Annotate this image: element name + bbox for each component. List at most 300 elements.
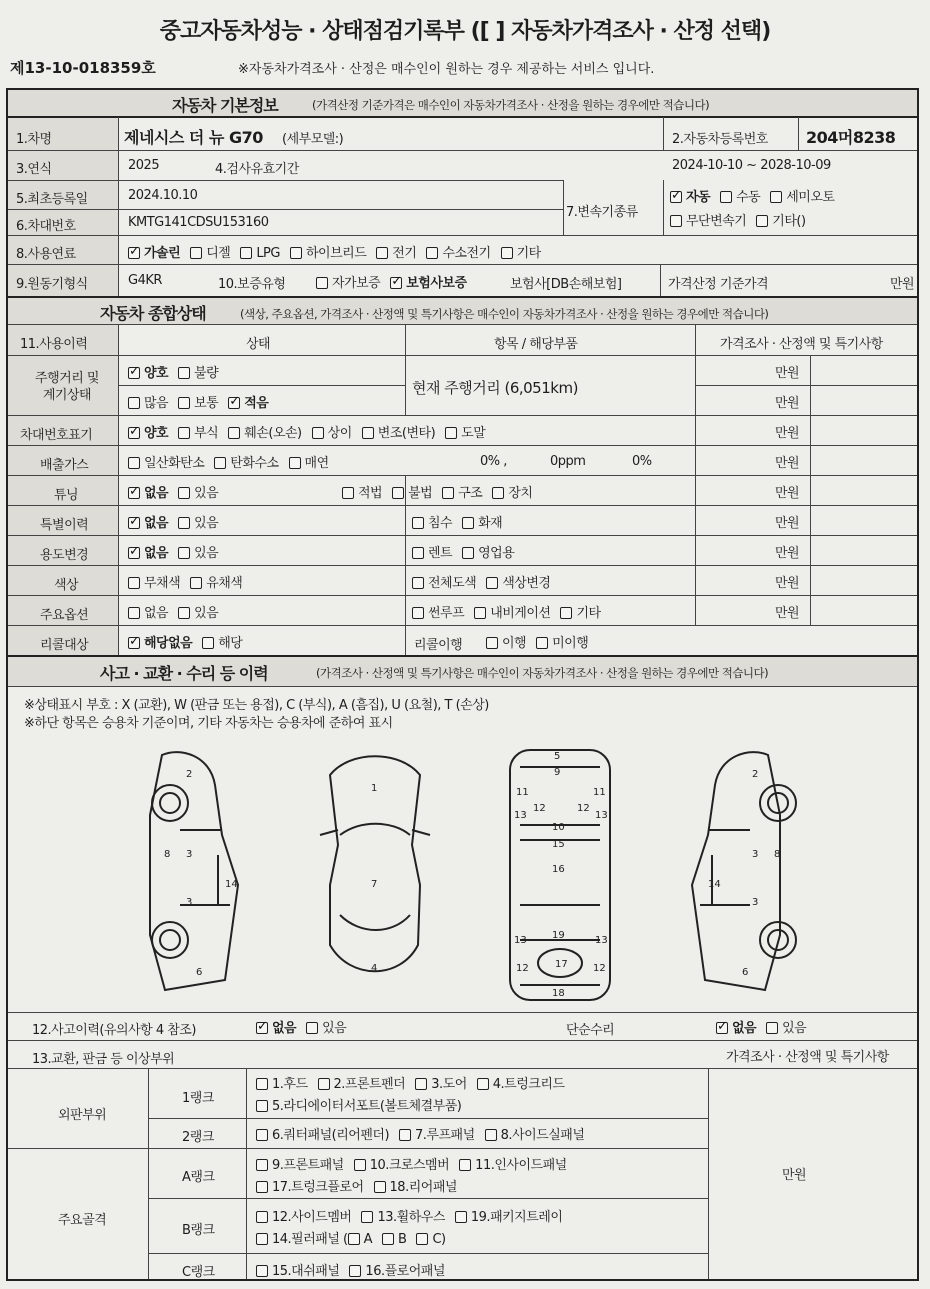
checkbox-label: 기타() [772, 214, 806, 229]
empty-box-icon[interactable] [178, 427, 190, 439]
price-col-header: 가격조사 · 산정액 및 특기사항 [720, 337, 883, 352]
inspection-period: 2024-10-10 ~ 2028-10-09 [672, 158, 831, 173]
checkbox-option[interactable] [766, 1021, 806, 1036]
empty-box-icon[interactable] [342, 487, 354, 499]
checkbox-label: 미이행 [552, 636, 589, 651]
empty-box-icon[interactable] [462, 517, 474, 529]
checkbox-label: 있음 [782, 1021, 807, 1036]
empty-box-icon[interactable] [306, 1022, 318, 1034]
part-number: 11 [516, 787, 529, 798]
checkbox-option[interactable] [492, 486, 532, 501]
reg-no-label: 2.자동차등록번호 [672, 132, 768, 147]
checkbox-label: 전체도색 [428, 576, 477, 591]
checkbox-option[interactable] [770, 190, 834, 205]
empty-box-icon[interactable] [178, 487, 190, 499]
checkbox-label: 11.인사이드패널 [475, 1158, 567, 1173]
checkbox-option[interactable] [354, 1158, 449, 1173]
current-mileage: 현재 주행거리 (6,051km) [412, 379, 578, 397]
checkbox-option[interactable] [462, 516, 502, 531]
checkbox-option[interactable] [178, 366, 218, 381]
part-number: 13 [595, 935, 608, 946]
damaged-parts-label: 13.교환, 판금 등 이상부위 [32, 1052, 175, 1067]
checkbox-option[interactable] [214, 456, 278, 471]
part-number: 17 [555, 959, 568, 970]
car-name-label: 1.차명 [16, 132, 52, 147]
checkbox-option[interactable] [390, 276, 466, 291]
empty-box-icon[interactable] [256, 1129, 268, 1141]
empty-box-icon[interactable] [178, 547, 190, 559]
empty-box-icon[interactable] [289, 457, 301, 469]
part-number: 9 [554, 767, 561, 778]
empty-box-icon[interactable] [486, 577, 498, 589]
checkbox-option[interactable] [474, 606, 550, 621]
checkbox-option[interactable] [256, 1210, 351, 1225]
checkbox-label: 가솔린 [144, 246, 181, 261]
empty-box-icon[interactable] [318, 1078, 330, 1090]
empty-box-icon[interactable] [256, 1100, 268, 1112]
checkbox-option[interactable] [412, 516, 452, 531]
checkbox-label: 없음 [144, 606, 169, 621]
checkbox-label: 적음 [244, 396, 269, 411]
checkbox-label: 없음 [144, 546, 169, 561]
empty-box-icon[interactable] [492, 487, 504, 499]
empty-box-icon[interactable] [412, 577, 424, 589]
rank2-label: 2랭크 [182, 1130, 214, 1145]
empty-box-icon[interactable] [412, 547, 424, 559]
checkbox-option[interactable] [178, 426, 218, 441]
special-history-options [128, 512, 228, 531]
checked-box-icon[interactable] [716, 1022, 728, 1034]
checked-box-icon[interactable] [256, 1022, 268, 1034]
empty-box-icon[interactable] [560, 607, 572, 619]
usage-col-header: 11.사용이력 [20, 337, 88, 352]
empty-box-icon[interactable] [766, 1022, 778, 1034]
status-section-title: 자동차 종합상태 [100, 304, 206, 323]
checkbox-label: 많음 [144, 396, 169, 411]
checkbox-label: 썬루프 [428, 606, 465, 621]
checked-box-icon[interactable] [128, 427, 140, 439]
empty-box-icon[interactable] [256, 1159, 268, 1171]
checkbox-label: 없음 [732, 1021, 757, 1036]
checkbox-option[interactable] [477, 1077, 565, 1092]
checkbox-option[interactable] [348, 1232, 372, 1247]
checkbox-option[interactable] [228, 396, 268, 411]
checkbox-label: 7.루프패널 [415, 1128, 475, 1143]
checkbox-option[interactable] [202, 636, 242, 651]
recall-done-options [486, 632, 598, 651]
color-row-label: 색상 [54, 578, 79, 593]
checkbox-option[interactable] [256, 1021, 296, 1036]
checkbox-option[interactable] [128, 516, 168, 531]
checkbox-option[interactable] [128, 486, 168, 501]
year-value: 2025 [128, 158, 160, 173]
rank1-parts-row2 [256, 1095, 471, 1114]
tuning-row-label: 튜닝 [54, 488, 79, 503]
empty-box-icon[interactable] [426, 247, 438, 259]
checkbox-option[interactable] [290, 246, 366, 261]
emission-row-label: 배출가스 [40, 458, 89, 473]
price-base-unit: 만원 [890, 277, 915, 292]
checked-box-icon[interactable] [670, 191, 682, 203]
checkbox-label: 상이 [327, 426, 352, 441]
warranty-options [316, 272, 477, 291]
empty-box-icon[interactable] [445, 427, 457, 439]
checkbox-label: 있음 [194, 546, 219, 561]
checkbox-option[interactable] [256, 1264, 339, 1279]
checkbox-option[interactable] [128, 606, 168, 621]
part-number: 15 [552, 839, 565, 850]
odometer-state-options [128, 362, 228, 381]
empty-box-icon[interactable] [128, 577, 140, 589]
checkbox-option[interactable] [416, 1232, 445, 1247]
empty-box-icon[interactable] [202, 637, 214, 649]
checkbox-option[interactable] [486, 636, 526, 651]
first-reg-label: 5.최초등록일 [16, 192, 88, 207]
checkbox-option[interactable] [376, 246, 416, 261]
part-number: 5 [554, 751, 561, 762]
part-number: 14 [708, 879, 721, 890]
checkbox-option[interactable] [382, 1232, 406, 1247]
part-number: 2 [752, 769, 759, 780]
empty-box-icon[interactable] [486, 637, 498, 649]
checkbox-label: 하이브리드 [305, 246, 367, 261]
part-number: 13 [514, 810, 527, 821]
empty-box-icon[interactable] [416, 1233, 428, 1245]
vin-label: 6.차대번호 [16, 219, 76, 234]
checkbox-option[interactable] [128, 396, 168, 411]
rankC-parts [256, 1260, 455, 1279]
empty-box-icon[interactable] [228, 427, 240, 439]
empty-box-icon[interactable] [412, 517, 424, 529]
status-section-note: (색상, 주요옵션, 가격조사 · 산정액 및 특기사항은 매수인이 자동차가격조사 · 산정을 원하는 경우에만 적습니다) [240, 307, 769, 321]
vin-mark-options [128, 422, 495, 441]
main-option-items [412, 602, 611, 621]
part-number: 13 [595, 810, 608, 821]
basic-section-note: (가격산정 기준가격은 매수인이 자동차가격조사 · 산정을 원하는 경우에만 적습니다) [312, 98, 710, 112]
checkbox-option[interactable] [412, 546, 452, 561]
part-number: 6 [196, 967, 203, 978]
emission-options [128, 452, 339, 471]
special-history-row-label: 특별이력 [40, 518, 89, 533]
checkbox-option[interactable] [128, 576, 180, 591]
rankB-label: B랭크 [182, 1223, 215, 1238]
checkbox-option[interactable] [501, 246, 541, 261]
price-unit: 만원 [775, 516, 800, 531]
checkbox-option[interactable] [316, 276, 380, 291]
inspection-label: 4.검사유효기간 [215, 162, 299, 177]
checkbox-label: 8.사이드실패널 [500, 1128, 585, 1143]
checkbox-label: 3.도어 [431, 1077, 467, 1092]
symbol-legend: ※상태표시 부호 : X (교환), W (판금 또는 용접), C (부식), A (흠집), U (요철), T (손상) [24, 698, 489, 713]
checkbox-option[interactable] [462, 546, 514, 561]
price-unit: 만원 [775, 546, 800, 561]
checkbox-option[interactable] [716, 1021, 756, 1036]
checked-box-icon[interactable] [128, 367, 140, 379]
use-change-row-label: 용도변경 [40, 548, 89, 563]
pillar-options [348, 1232, 456, 1247]
empty-box-icon[interactable] [316, 277, 328, 289]
empty-box-icon[interactable] [128, 397, 140, 409]
empty-box-icon[interactable] [442, 487, 454, 499]
empty-box-icon[interactable] [412, 607, 424, 619]
checked-box-icon[interactable] [128, 487, 140, 499]
accident-section-title: 사고 · 교환 · 수리 등 이력 [100, 664, 268, 683]
checkbox-label: 매연 [304, 456, 329, 471]
price-unit: 만원 [775, 426, 800, 441]
checkbox-option[interactable] [228, 426, 301, 441]
checkbox-option[interactable] [128, 546, 168, 561]
checkbox-option[interactable] [374, 1180, 457, 1195]
checkbox-option[interactable] [349, 1264, 444, 1279]
empty-box-icon[interactable] [290, 247, 302, 259]
checked-box-icon[interactable] [128, 517, 140, 529]
checkbox-label: 10.크로스멤버 [369, 1158, 450, 1173]
transmission-options-row2 [670, 210, 816, 229]
checkbox-label: 무단변속기 [686, 214, 747, 229]
checked-box-icon[interactable] [128, 547, 140, 559]
checkbox-option[interactable] [178, 396, 218, 411]
empty-box-icon[interactable] [756, 215, 768, 227]
checkbox-option[interactable] [289, 456, 329, 471]
checkbox-option[interactable] [392, 486, 432, 501]
checkbox-label: 내비게이션 [490, 606, 551, 621]
checkbox-label: 해당 [218, 636, 243, 651]
checkbox-option[interactable] [306, 1021, 346, 1036]
checkbox-option[interactable] [190, 246, 230, 261]
checked-box-icon[interactable] [128, 637, 140, 649]
checkbox-option[interactable] [318, 1077, 406, 1092]
empty-box-icon[interactable] [770, 191, 782, 203]
checkbox-option[interactable] [240, 246, 280, 261]
checkbox-option[interactable] [312, 426, 352, 441]
price-base-label: 가격산정 기준가격 [668, 277, 769, 292]
empty-box-icon[interactable] [312, 427, 324, 439]
state-col-header: 상태 [246, 337, 271, 352]
checkbox-option[interactable] [442, 486, 482, 501]
checkbox-option[interactable] [128, 426, 168, 441]
empty-box-icon[interactable] [459, 1159, 471, 1171]
empty-box-icon[interactable] [477, 1078, 489, 1090]
checkbox-label: 기타 [516, 246, 541, 261]
car-detail-model: (세부모델:) [282, 132, 344, 147]
checkbox-label: LPG [256, 246, 280, 261]
empty-box-icon[interactable] [670, 215, 682, 227]
part-number: 3 [186, 897, 193, 908]
checkbox-option[interactable] [415, 1077, 467, 1092]
checkbox-option[interactable] [536, 636, 588, 651]
checkbox-option[interactable] [190, 576, 242, 591]
checkbox-option[interactable] [128, 636, 192, 651]
empty-box-icon[interactable] [178, 397, 190, 409]
empty-box-icon[interactable] [256, 1078, 268, 1090]
empty-box-icon[interactable] [392, 487, 404, 499]
checkbox-label: 이행 [502, 636, 527, 651]
empty-box-icon[interactable] [190, 247, 202, 259]
checkbox-label: 불법 [408, 486, 433, 501]
empty-box-icon[interactable] [178, 517, 190, 529]
checkbox-option[interactable] [455, 1210, 563, 1225]
checkbox-label: 세미오토 [786, 190, 835, 205]
checkbox-label: 훼손(오손) [244, 426, 302, 441]
checkbox-option[interactable] [412, 606, 464, 621]
checkbox-label: 19.패키지트레이 [470, 1210, 563, 1225]
checkbox-option[interactable] [256, 1158, 344, 1173]
checkbox-option[interactable] [178, 486, 218, 501]
service-notice: ※자동차가격조사 · 산정은 매수인이 원하는 경우 제공하는 서비스 입니다. [238, 62, 655, 77]
checkbox-option[interactable] [670, 214, 746, 229]
checkbox-label: 수소전기 [442, 246, 491, 261]
empty-box-icon[interactable] [536, 637, 548, 649]
part-number: 3 [186, 849, 193, 860]
checkbox-option[interactable] [399, 1128, 475, 1143]
checkbox-label: 장치 [508, 486, 533, 501]
empty-box-icon[interactable] [362, 427, 374, 439]
checkbox-label: 보통 [194, 396, 219, 411]
checkbox-label: 양호 [144, 366, 169, 381]
checkbox-option[interactable] [362, 426, 435, 441]
warranty-label: 10.보증유형 [218, 277, 286, 292]
checkbox-label: 탄화수소 [230, 456, 279, 471]
rankB-parts-row1 [256, 1206, 572, 1225]
transmission-label: 7.변속기종류 [566, 205, 638, 220]
checkbox-option[interactable] [128, 366, 168, 381]
part-number: 1 [371, 783, 378, 794]
empty-box-icon[interactable] [474, 607, 486, 619]
empty-box-icon[interactable] [190, 577, 202, 589]
part-number: 3 [752, 897, 759, 908]
recall-done-label: 리콜이행 [414, 638, 463, 653]
transmission-options-row1 [670, 186, 844, 205]
checkbox-label: 15.대쉬패널 [272, 1264, 340, 1279]
checkbox-option[interactable] [178, 516, 218, 531]
checkbox-option[interactable] [256, 1180, 364, 1195]
checkbox-option[interactable] [459, 1158, 567, 1173]
accident-history-options [256, 1017, 356, 1036]
use-change-options [128, 542, 228, 561]
checkbox-option[interactable] [128, 456, 204, 471]
empty-box-icon[interactable] [256, 1181, 268, 1193]
checkbox-option[interactable] [560, 606, 600, 621]
part-number: 8 [164, 849, 171, 860]
checkbox-option[interactable] [756, 214, 805, 229]
checkbox-label: 보험사보증 [406, 276, 467, 291]
empty-box-icon[interactable] [374, 1181, 386, 1193]
accident-price-header: 가격조사 · 산정액 및 특기사항 [726, 1050, 889, 1065]
empty-box-icon[interactable] [128, 607, 140, 619]
checkbox-option[interactable] [256, 1099, 461, 1114]
empty-box-icon[interactable] [349, 1265, 361, 1277]
checked-box-icon[interactable] [128, 247, 140, 259]
part-number: 4 [371, 963, 378, 974]
checkbox-label: 부식 [194, 426, 219, 441]
empty-box-icon[interactable] [256, 1265, 268, 1277]
checkbox-option[interactable] [128, 246, 180, 261]
checked-box-icon[interactable] [228, 397, 240, 409]
empty-box-icon[interactable] [354, 1159, 366, 1171]
empty-box-icon[interactable] [348, 1233, 360, 1245]
checkbox-option[interactable] [412, 576, 476, 591]
rankA-parts-row2 [256, 1176, 467, 1195]
checkbox-label: 있음 [194, 606, 219, 621]
empty-box-icon[interactable] [214, 457, 226, 469]
rank2-parts [256, 1124, 594, 1143]
checkbox-label: 화재 [478, 516, 503, 531]
main-frame-label: 주요골격 [58, 1213, 107, 1228]
simple-repair-label: 단순수리 [566, 1023, 615, 1038]
empty-box-icon[interactable] [462, 547, 474, 559]
empty-box-icon[interactable] [128, 457, 140, 469]
checkbox-label: 불량 [194, 366, 219, 381]
checked-box-icon[interactable] [390, 277, 402, 289]
accident-history-label: 12.사고이력(유의사항 4 참조) [32, 1023, 196, 1038]
car-damage-diagram [0, 735, 930, 1015]
mileage-amount-options [128, 392, 278, 411]
checkbox-label: 색상변경 [502, 576, 551, 591]
empty-box-icon[interactable] [382, 1233, 394, 1245]
checkbox-label: 없음 [144, 516, 169, 531]
empty-box-icon[interactable] [485, 1129, 497, 1141]
empty-box-icon[interactable] [240, 247, 252, 259]
main-option-row-label: 주요옵션 [40, 608, 89, 623]
checkbox-label: 17.트렁크플로어 [272, 1180, 364, 1195]
checkbox-option[interactable] [178, 546, 218, 561]
checkbox-option[interactable] [178, 606, 218, 621]
checkbox-option[interactable] [256, 1128, 389, 1143]
empty-box-icon[interactable] [720, 191, 732, 203]
checkbox-label: 4.트렁크리드 [492, 1077, 565, 1092]
checkbox-label: 유채색 [206, 576, 243, 591]
empty-box-icon[interactable] [455, 1211, 467, 1223]
checkbox-label: B [398, 1232, 407, 1247]
empty-box-icon[interactable] [415, 1078, 427, 1090]
checkbox-label: 구조 [458, 486, 483, 501]
checkbox-option[interactable] [426, 246, 490, 261]
rankA-parts-row1 [256, 1154, 577, 1173]
use-change-items [412, 542, 524, 561]
tuning-options [128, 482, 228, 501]
checkbox-option[interactable] [256, 1077, 308, 1092]
engine-label: 9.원동기형식 [16, 277, 88, 292]
empty-box-icon[interactable] [178, 367, 190, 379]
checkbox-label: 해당없음 [144, 636, 193, 651]
checkbox-option[interactable] [342, 486, 382, 501]
document-title: 중고자동차성능 · 상태점검기록부 ([ ] 자동차가격조사 · 산정 선택) [159, 19, 771, 44]
checkbox-label: 16.플로어패널 [365, 1264, 445, 1279]
checkbox-option[interactable] [361, 1210, 444, 1225]
part-number: 11 [593, 787, 606, 798]
checkbox-option[interactable] [486, 576, 550, 591]
empty-box-icon[interactable] [361, 1211, 373, 1223]
empty-box-icon[interactable] [501, 247, 513, 259]
empty-box-icon[interactable] [178, 607, 190, 619]
checkbox-option[interactable] [670, 190, 710, 205]
empty-box-icon[interactable] [399, 1129, 411, 1141]
checkbox-label: 2.프론트펜더 [333, 1077, 406, 1092]
empty-box-icon[interactable] [376, 247, 388, 259]
rank1-label: 1랭크 [182, 1091, 214, 1106]
part-number: 10 [552, 822, 565, 833]
part-number: 18 [552, 988, 565, 999]
color-options [128, 572, 252, 591]
checkbox-option[interactable] [485, 1128, 585, 1143]
checkbox-option[interactable] [445, 426, 485, 441]
emission-hc-value: 0ppm [550, 454, 586, 469]
checkbox-label: 있음 [322, 1021, 347, 1036]
empty-box-icon[interactable] [256, 1211, 268, 1223]
checkbox-option[interactable] [720, 190, 760, 205]
checkbox-label: C) [432, 1232, 446, 1247]
basic-section-title: 자동차 기본정보 [172, 96, 278, 115]
